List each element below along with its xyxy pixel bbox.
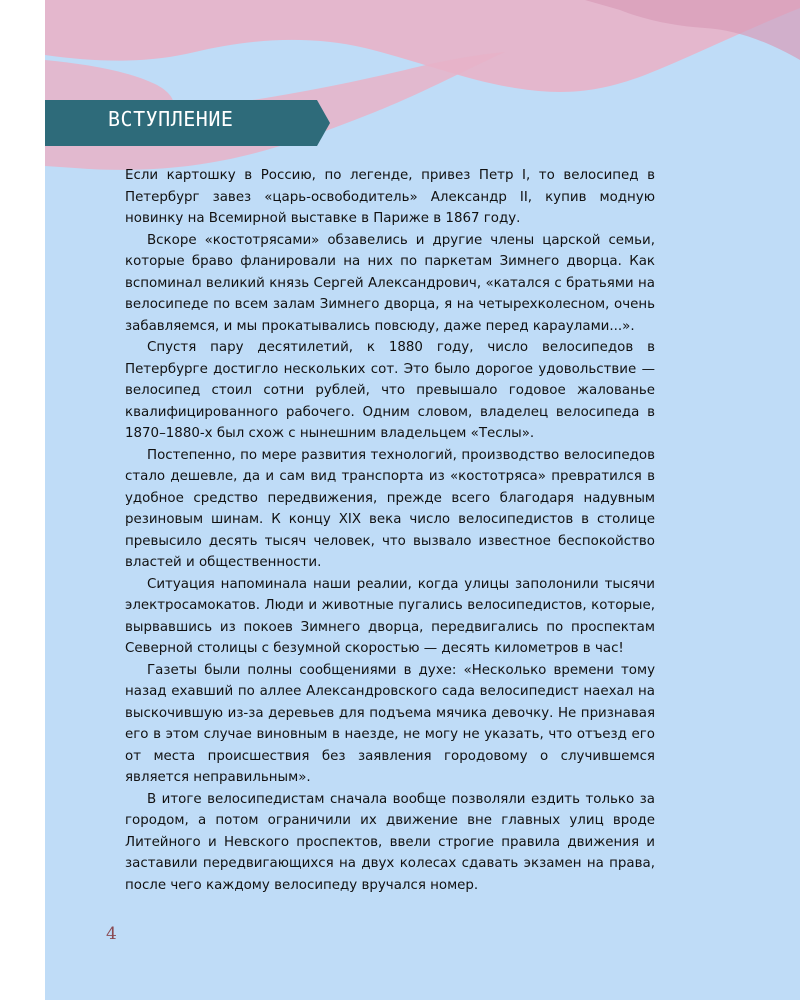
paragraph: В итоге велосипедистам сначала вообще позволяли ездить только за городом, а потом ограничили их движение вне главных улиц вроде Литейного и Невского проспектов, ввели строгие правила движения и заставили передвигающихся на двух колесах сдавать экзамен на права, после чего каждому велосипеду вручался номер. (125, 791, 655, 893)
paragraph: Газеты были полны сообщениями в духе: «Несколько времени тому назад ехавший по аллее Александровского сада велосипедист наехал на выскочившую из-за деревьев для подъема мячика девочку. Не признавая его в этом случае виновным в наезде, не могу не указать, что отъезд его от места происшествия без заявления городовому о случившемся является неправильным». (125, 662, 655, 785)
paragraph: Если картошку в Россию, по легенде, привез Петр I, то велосипед в Петербург завез «царь-освободитель» Александр II, купив модную новинку на Всемирной выставке в Париже в 1867 году. (125, 168, 655, 226)
body-text (125, 165, 655, 896)
paragraph: Постепенно, по мере развития технологий, производство велосипедов стало дешевле, да и сам вид транспорта из «костотряса» превратился в удобное средство передвижения, прежде всего благодаря надувным резиновым шинам. К концу XIX века число велосипедистов в столице превысило десять тысяч человек, что вызвало известное беспокойство властей и общественности. (125, 447, 655, 570)
paragraph: Ситуация напоминала наши реалии, когда улицы заполонили тысячи электросамокатов. Люди и животные пугались велосипедистов, которые, вырвавшись из покоев Зимнего дворца, передвигались по проспектам Северной столицы с безумной скоростью — десять километров в час! (125, 576, 655, 656)
page-number: 4 (106, 924, 117, 944)
paragraph: Спустя пару десятилетий, к 1880 году, число велосипедов в Петербурге достигло нескольких сот. Это было дорогое удовольствие — велосипед стоил сотни рублей, что превышало годовое жалованье квалифицированного рабочего. Одним словом, владелец велосипеда в 1870–1880-х был схож с нынешним владельцем «Теслы». (125, 340, 655, 441)
section-title: ВСТУПЛЕНИЕ (108, 107, 234, 131)
paragraph: Вскоре «костотрясами» обзавелись и другие члены царской семьи, которые браво фланировали на них по паркетам Зимнего дворца. Как вспоминал великий князь Сергей Александрович, «катался с братьями на велосипеде по всем залам Зимнего дворца, я на четырехколесном, очень забавляемся, и мы прокатывались повсюду, даже перед караулами...». (125, 232, 655, 334)
